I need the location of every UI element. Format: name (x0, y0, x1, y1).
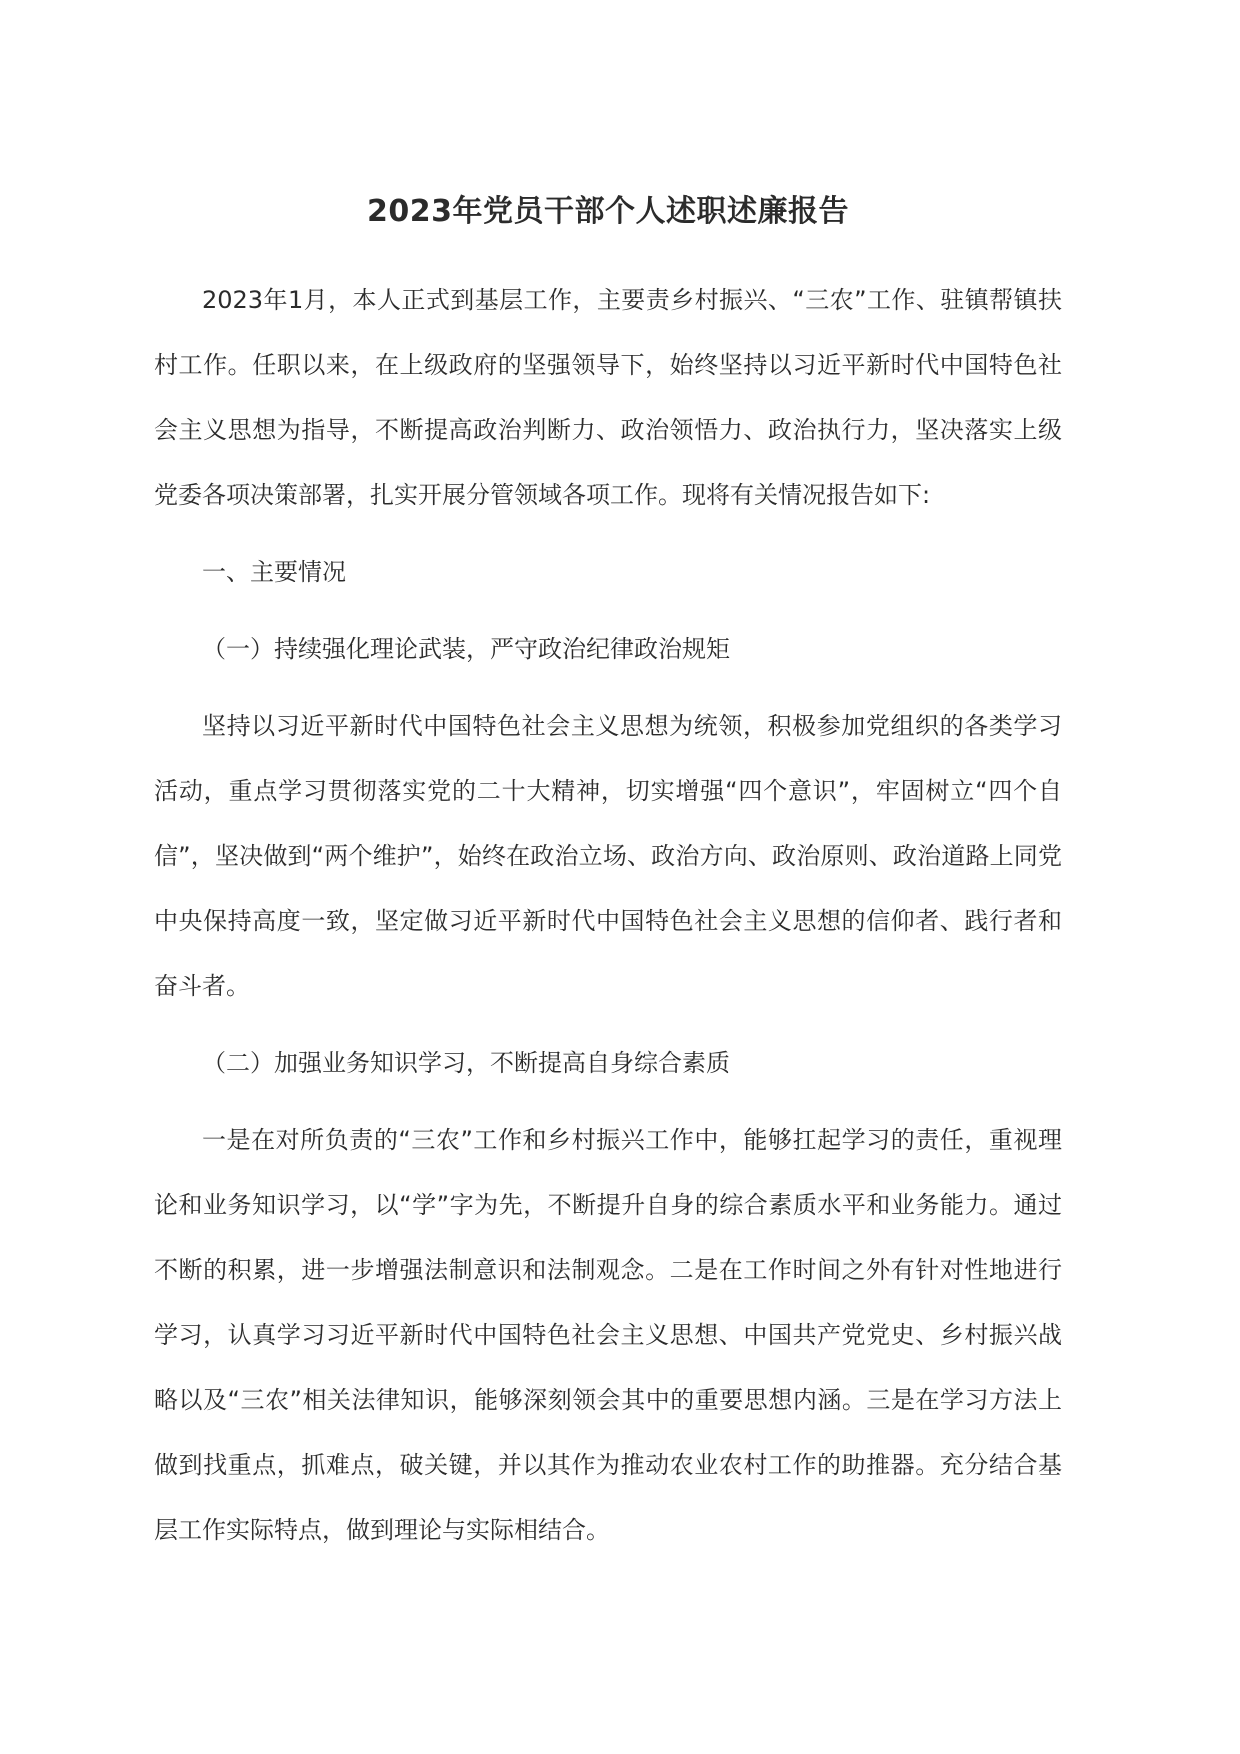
intro-paragraph: 2023年1月，本人正式到基层工作，主要责乡村振兴、“三农”工作、驻镇帮镇扶村工作。任职以来，在上级政府的坚强领导下，始终坚持以习近平新时代中国特色社会主义思想为指导，不断提高政治判断力、政治领悟力、政治执行力，坚决落实上级党委各项决策部署，扎实开展分管领域各项工作。现将有关情况报告如下: (154, 286, 1062, 509)
subsection-heading-theory: （一）持续强化理论武装，严守政治纪律政治规矩 (202, 635, 730, 663)
document-title: 2023年党员干部个人述职述廉报告 (367, 194, 849, 229)
subsection-body-theory: 坚持以习近平新时代中国特色社会主义思想为统领，积极参加党组织的各类学习活动，重点学习贯彻落实党的二十大精神，切实增强“四个意识”，牢固树立“四个自信”，坚决做到“两个维护”，始终在政治立场、政治方向、政治原则、政治道路上同党中央保持高度一致，坚定做习近平新时代中国特色社会主义思想的信仰者、践行者和奋斗者。 (154, 712, 1062, 1000)
subsection-heading-study: （二）加强业务知识学习，不断提高自身综合素质 (202, 1049, 730, 1077)
document-body (154, 190, 1062, 1575)
section-heading-main-situation: 一、主要情况 (202, 558, 346, 586)
subsection-body-study: 一是在对所负责的“三农”工作和乡村振兴工作中，能够扛起学习的责任，重视理论和业务知识学习，以“学”字为先，不断提升自身的综合素质水平和业务能力。通过不断的积累，进一步增强法制意识和法制观念。二是在工作时间之外有针对性地进行学习，认真学习习近平新时代中国特色社会主义思想、中国共产党党史、乡村振兴战略以及“三农”相关法律知识，能够深刻领会其中的重要思想内涵。三是在学习方法上做到找重点，抓难点，破关键，并以其作为推动农业农村工作的助推器。充分结合基层工作实际特点，做到理论与实际相结合。 (154, 1126, 1062, 1544)
